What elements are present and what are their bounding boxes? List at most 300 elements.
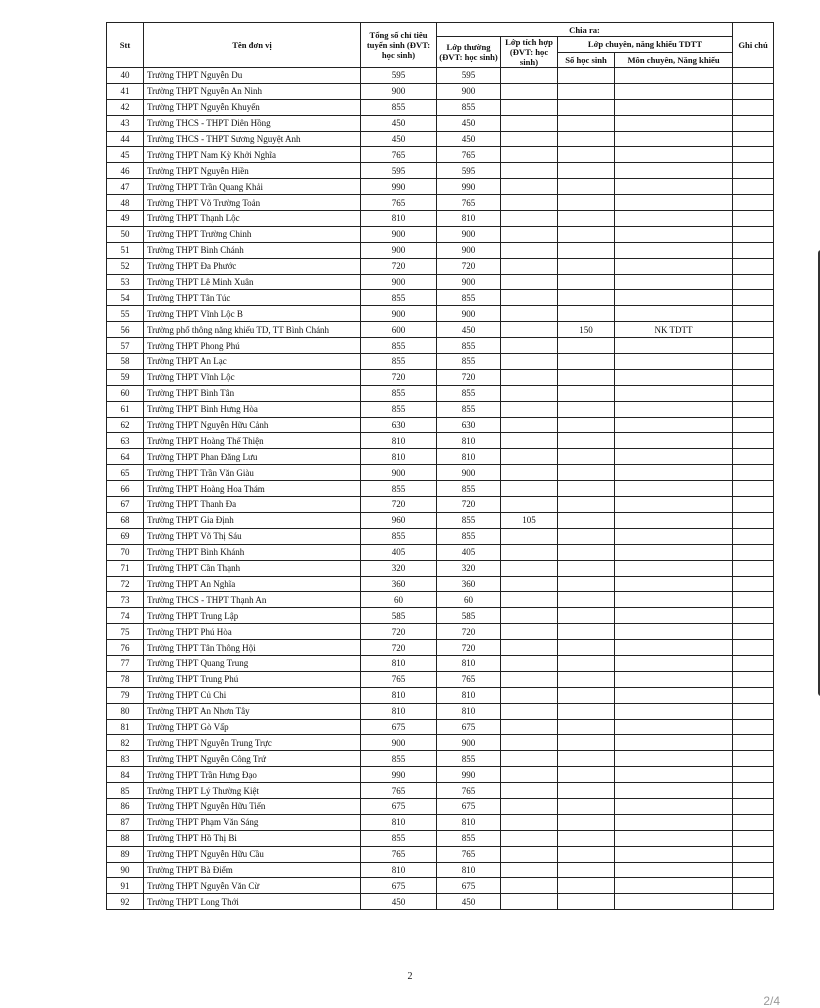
cell-name: Trường THPT Trần Hưng Đạo xyxy=(144,767,361,783)
cell-regular: 720 xyxy=(437,624,501,640)
cell-integrated xyxy=(501,433,558,449)
cell-regular: 675 xyxy=(437,798,501,814)
cell-regular: 810 xyxy=(437,862,501,878)
cell-stt: 89 xyxy=(107,846,144,862)
cell-subject xyxy=(615,179,733,195)
cell-name: Trường THPT Củ Chi xyxy=(144,687,361,703)
cell-stt: 43 xyxy=(107,115,144,131)
cell-total: 900 xyxy=(361,226,437,242)
cell-stt: 90 xyxy=(107,862,144,878)
cell-regular: 855 xyxy=(437,830,501,846)
cell-name: Trường THPT Vĩnh Lộc xyxy=(144,369,361,385)
cell-subject xyxy=(615,894,733,910)
cell-students xyxy=(558,497,615,513)
table-row xyxy=(107,544,774,560)
cell-name: Trường THPT Trần Văn Giàu xyxy=(144,465,361,481)
cell-total: 855 xyxy=(361,338,437,354)
cell-integrated xyxy=(501,131,558,147)
cell-stt: 61 xyxy=(107,401,144,417)
cell-subject xyxy=(615,369,733,385)
cell-note xyxy=(733,179,774,195)
cell-name: Trường THPT Thanh Đa xyxy=(144,497,361,513)
cell-note xyxy=(733,703,774,719)
table-row xyxy=(107,671,774,687)
cell-note xyxy=(733,608,774,624)
cell-subject xyxy=(615,306,733,322)
cell-stt: 50 xyxy=(107,226,144,242)
cell-name: Trường THPT Lê Minh Xuân xyxy=(144,274,361,290)
cell-regular: 450 xyxy=(437,131,501,147)
cell-integrated xyxy=(501,846,558,862)
cell-total: 675 xyxy=(361,878,437,894)
cell-subject xyxy=(615,560,733,576)
cell-name: Trường THPT Long Thới xyxy=(144,894,361,910)
cell-subject xyxy=(615,703,733,719)
cell-integrated xyxy=(501,640,558,656)
cell-total: 600 xyxy=(361,322,437,338)
cell-stt: 59 xyxy=(107,369,144,385)
cell-integrated xyxy=(501,449,558,465)
cell-total: 675 xyxy=(361,719,437,735)
cell-integrated xyxy=(501,783,558,799)
cell-integrated xyxy=(501,576,558,592)
cell-integrated xyxy=(501,322,558,338)
cell-total: 810 xyxy=(361,687,437,703)
cell-stt: 42 xyxy=(107,99,144,115)
cell-integrated xyxy=(501,68,558,84)
table-row xyxy=(107,862,774,878)
cell-integrated xyxy=(501,767,558,783)
table-row xyxy=(107,131,774,147)
cell-stt: 68 xyxy=(107,512,144,528)
cell-total: 720 xyxy=(361,624,437,640)
cell-subject xyxy=(615,655,733,671)
cell-stt: 84 xyxy=(107,767,144,783)
cell-name: Trường THPT Võ Trường Toản xyxy=(144,195,361,211)
cell-name: Trường THPT Võ Thị Sáu xyxy=(144,528,361,544)
table-row xyxy=(107,274,774,290)
cell-note xyxy=(733,719,774,735)
cell-regular: 630 xyxy=(437,417,501,433)
table-row xyxy=(107,115,774,131)
page-indicator: 2/4 xyxy=(763,994,780,1008)
cell-subject xyxy=(615,751,733,767)
cell-subject xyxy=(615,433,733,449)
cell-students xyxy=(558,512,615,528)
cell-regular: 810 xyxy=(437,655,501,671)
table-row xyxy=(107,640,774,656)
cell-subject xyxy=(615,195,733,211)
cell-stt: 63 xyxy=(107,433,144,449)
cell-subject xyxy=(615,798,733,814)
table-row xyxy=(107,290,774,306)
cell-regular: 900 xyxy=(437,465,501,481)
cell-stt: 85 xyxy=(107,783,144,799)
table-row xyxy=(107,481,774,497)
cell-students xyxy=(558,751,615,767)
cell-students xyxy=(558,417,615,433)
cell-subject xyxy=(615,68,733,84)
cell-total: 900 xyxy=(361,735,437,751)
cell-total: 855 xyxy=(361,385,437,401)
cell-integrated xyxy=(501,179,558,195)
cell-students xyxy=(558,814,615,830)
cell-note xyxy=(733,274,774,290)
cell-subject xyxy=(615,671,733,687)
table-row xyxy=(107,608,774,624)
cell-regular: 900 xyxy=(437,306,501,322)
table-row xyxy=(107,401,774,417)
cell-integrated xyxy=(501,894,558,910)
cell-integrated xyxy=(501,751,558,767)
cell-students xyxy=(558,449,615,465)
cell-subject xyxy=(615,608,733,624)
cell-students xyxy=(558,544,615,560)
cell-students xyxy=(558,131,615,147)
cell-total: 810 xyxy=(361,449,437,465)
cell-integrated xyxy=(501,211,558,227)
table-row xyxy=(107,465,774,481)
cell-integrated xyxy=(501,354,558,370)
cell-stt: 44 xyxy=(107,131,144,147)
cell-name: Trường THPT Thạnh Lộc xyxy=(144,211,361,227)
cell-note xyxy=(733,354,774,370)
cell-note xyxy=(733,68,774,84)
cell-integrated xyxy=(501,258,558,274)
cell-note xyxy=(733,322,774,338)
table-row xyxy=(107,83,774,99)
cell-name: Trường THPT Nguyễn Hiền xyxy=(144,163,361,179)
cell-regular: 855 xyxy=(437,290,501,306)
cell-total: 855 xyxy=(361,401,437,417)
cell-integrated xyxy=(501,306,558,322)
cell-note xyxy=(733,115,774,131)
cell-note xyxy=(733,465,774,481)
cell-total: 720 xyxy=(361,369,437,385)
cell-total: 765 xyxy=(361,195,437,211)
cell-integrated xyxy=(501,385,558,401)
cell-subject xyxy=(615,147,733,163)
table-body xyxy=(107,68,774,910)
cell-regular: 595 xyxy=(437,163,501,179)
cell-integrated xyxy=(501,814,558,830)
table-row xyxy=(107,385,774,401)
cell-stt: 75 xyxy=(107,624,144,640)
cell-subject xyxy=(615,258,733,274)
cell-regular: 855 xyxy=(437,481,501,497)
cell-subject xyxy=(615,417,733,433)
cell-note xyxy=(733,544,774,560)
cell-students xyxy=(558,783,615,799)
table-row xyxy=(107,354,774,370)
header-students: Số học sinh xyxy=(558,52,615,68)
cell-students xyxy=(558,242,615,258)
cell-subject xyxy=(615,211,733,227)
table-row xyxy=(107,322,774,338)
cell-total: 900 xyxy=(361,83,437,99)
cell-name: Trường THPT Bình Khánh xyxy=(144,544,361,560)
cell-integrated xyxy=(501,226,558,242)
cell-total: 810 xyxy=(361,655,437,671)
cell-note xyxy=(733,814,774,830)
cell-integrated xyxy=(501,798,558,814)
cell-students xyxy=(558,354,615,370)
cell-name: Trường THPT Tân Thông Hội xyxy=(144,640,361,656)
cell-name: Trường THPT Gò Vấp xyxy=(144,719,361,735)
table-row xyxy=(107,846,774,862)
cell-students xyxy=(558,655,615,671)
cell-name: Trường THCS - THPT Thạnh An xyxy=(144,592,361,608)
cell-stt: 51 xyxy=(107,242,144,258)
cell-integrated xyxy=(501,560,558,576)
cell-stt: 72 xyxy=(107,576,144,592)
cell-integrated xyxy=(501,497,558,513)
cell-total: 810 xyxy=(361,862,437,878)
cell-stt: 91 xyxy=(107,878,144,894)
cell-name: Trường THPT Phạm Văn Sáng xyxy=(144,814,361,830)
cell-name: Trường THPT Hoàng Thế Thiện xyxy=(144,433,361,449)
table-row xyxy=(107,528,774,544)
cell-stt: 57 xyxy=(107,338,144,354)
cell-subject xyxy=(615,131,733,147)
cell-regular: 990 xyxy=(437,767,501,783)
cell-integrated xyxy=(501,99,558,115)
cell-regular: 405 xyxy=(437,544,501,560)
header-subject: Môn chuyên, Năng khiếu xyxy=(615,52,733,68)
cell-integrated xyxy=(501,878,558,894)
table-row xyxy=(107,894,774,910)
cell-regular: 720 xyxy=(437,640,501,656)
cell-name: Trường phổ thông năng khiếu TD, TT Bình Chánh xyxy=(144,322,361,338)
cell-subject xyxy=(615,354,733,370)
cell-stt: 76 xyxy=(107,640,144,656)
cell-subject xyxy=(615,481,733,497)
cell-students: 150 xyxy=(558,322,615,338)
cell-note xyxy=(733,497,774,513)
cell-students xyxy=(558,560,615,576)
cell-regular: 855 xyxy=(437,401,501,417)
cell-total: 765 xyxy=(361,846,437,862)
document-page xyxy=(106,22,773,910)
cell-total: 855 xyxy=(361,481,437,497)
cell-total: 990 xyxy=(361,179,437,195)
cell-name: Trường THPT Bình Chánh xyxy=(144,242,361,258)
cell-stt: 69 xyxy=(107,528,144,544)
cell-students xyxy=(558,290,615,306)
cell-students xyxy=(558,798,615,814)
cell-name: Trường THPT Nguyễn Khuyến xyxy=(144,99,361,115)
table-row xyxy=(107,798,774,814)
cell-stt: 65 xyxy=(107,465,144,481)
cell-regular: 990 xyxy=(437,179,501,195)
cell-name: Trường THPT Đa Phước xyxy=(144,258,361,274)
cell-stt: 45 xyxy=(107,147,144,163)
cell-subject xyxy=(615,528,733,544)
cell-stt: 52 xyxy=(107,258,144,274)
table-row xyxy=(107,338,774,354)
table-row xyxy=(107,226,774,242)
cell-integrated xyxy=(501,242,558,258)
cell-total: 595 xyxy=(361,163,437,179)
cell-name: Trường THPT Phan Đăng Lưu xyxy=(144,449,361,465)
cell-total: 900 xyxy=(361,306,437,322)
cell-regular: 720 xyxy=(437,369,501,385)
cell-note xyxy=(733,290,774,306)
cell-total: 720 xyxy=(361,497,437,513)
cell-note xyxy=(733,894,774,910)
cell-name: Trường THPT Bà Điểm xyxy=(144,862,361,878)
cell-note xyxy=(733,242,774,258)
cell-students xyxy=(558,894,615,910)
cell-integrated xyxy=(501,703,558,719)
cell-stt: 60 xyxy=(107,385,144,401)
table-row xyxy=(107,512,774,528)
cell-note xyxy=(733,433,774,449)
cell-students xyxy=(558,258,615,274)
cell-subject xyxy=(615,449,733,465)
cell-students xyxy=(558,115,615,131)
cell-name: Trường THPT Trung Lập xyxy=(144,608,361,624)
cell-regular: 810 xyxy=(437,687,501,703)
cell-subject xyxy=(615,497,733,513)
cell-regular: 450 xyxy=(437,894,501,910)
cell-total: 720 xyxy=(361,258,437,274)
cell-total: 900 xyxy=(361,242,437,258)
cell-name: Trường THPT Trần Quang Khải xyxy=(144,179,361,195)
cell-regular: 585 xyxy=(437,608,501,624)
cell-integrated xyxy=(501,624,558,640)
cell-stt: 55 xyxy=(107,306,144,322)
cell-students xyxy=(558,576,615,592)
cell-stt: 56 xyxy=(107,322,144,338)
table-row xyxy=(107,592,774,608)
cell-integrated xyxy=(501,862,558,878)
cell-integrated xyxy=(501,592,558,608)
cell-note xyxy=(733,576,774,592)
cell-integrated xyxy=(501,735,558,751)
table-row xyxy=(107,576,774,592)
cell-students xyxy=(558,640,615,656)
cell-note xyxy=(733,640,774,656)
cell-regular: 450 xyxy=(437,322,501,338)
cell-total: 765 xyxy=(361,783,437,799)
cell-students xyxy=(558,211,615,227)
cell-total: 810 xyxy=(361,433,437,449)
cell-stt: 74 xyxy=(107,608,144,624)
cell-regular: 765 xyxy=(437,147,501,163)
cell-subject xyxy=(615,465,733,481)
cell-name: Trường THPT Bình Tân xyxy=(144,385,361,401)
cell-stt: 46 xyxy=(107,163,144,179)
cell-note xyxy=(733,449,774,465)
cell-integrated xyxy=(501,147,558,163)
cell-subject xyxy=(615,290,733,306)
cell-subject xyxy=(615,242,733,258)
cell-regular: 765 xyxy=(437,671,501,687)
cell-name: Trường THPT Vĩnh Lộc B xyxy=(144,306,361,322)
cell-note xyxy=(733,655,774,671)
header-name: Tên đơn vị xyxy=(144,23,361,68)
cell-note xyxy=(733,481,774,497)
cell-total: 360 xyxy=(361,576,437,592)
cell-students xyxy=(558,830,615,846)
cell-students xyxy=(558,163,615,179)
cell-students xyxy=(558,83,615,99)
cell-stt: 73 xyxy=(107,592,144,608)
cell-stt: 54 xyxy=(107,290,144,306)
cell-note xyxy=(733,767,774,783)
cell-note xyxy=(733,528,774,544)
cell-note xyxy=(733,783,774,799)
table-row xyxy=(107,703,774,719)
cell-regular: 810 xyxy=(437,433,501,449)
cell-subject xyxy=(615,783,733,799)
cell-stt: 86 xyxy=(107,798,144,814)
cell-students xyxy=(558,465,615,481)
cell-students xyxy=(558,624,615,640)
cell-integrated xyxy=(501,465,558,481)
cell-students xyxy=(558,735,615,751)
cell-total: 60 xyxy=(361,592,437,608)
table-row xyxy=(107,735,774,751)
cell-integrated xyxy=(501,163,558,179)
cell-subject xyxy=(615,878,733,894)
cell-name: Trường THPT Nguyễn Du xyxy=(144,68,361,84)
cell-subject xyxy=(615,687,733,703)
cell-students xyxy=(558,862,615,878)
cell-regular: 855 xyxy=(437,385,501,401)
cell-note xyxy=(733,735,774,751)
cell-total: 765 xyxy=(361,147,437,163)
cell-stt: 67 xyxy=(107,497,144,513)
table-row xyxy=(107,560,774,576)
cell-subject xyxy=(615,512,733,528)
cell-regular: 765 xyxy=(437,783,501,799)
cell-total: 900 xyxy=(361,465,437,481)
cell-subject xyxy=(615,274,733,290)
cell-note xyxy=(733,830,774,846)
cell-stt: 58 xyxy=(107,354,144,370)
cell-regular: 765 xyxy=(437,846,501,862)
cell-integrated xyxy=(501,719,558,735)
cell-total: 810 xyxy=(361,211,437,227)
cell-total: 585 xyxy=(361,608,437,624)
table-row xyxy=(107,814,774,830)
cell-total: 810 xyxy=(361,703,437,719)
cell-subject xyxy=(615,385,733,401)
cell-name: Trường THPT Phú Hòa xyxy=(144,624,361,640)
cell-integrated xyxy=(501,830,558,846)
cell-integrated xyxy=(501,655,558,671)
cell-note xyxy=(733,226,774,242)
cell-students xyxy=(558,179,615,195)
cell-total: 855 xyxy=(361,751,437,767)
cell-regular: 855 xyxy=(437,528,501,544)
cell-students xyxy=(558,687,615,703)
cell-stt: 80 xyxy=(107,703,144,719)
cell-stt: 78 xyxy=(107,671,144,687)
cell-regular: 320 xyxy=(437,560,501,576)
cell-note xyxy=(733,846,774,862)
cell-students xyxy=(558,878,615,894)
cell-integrated xyxy=(501,83,558,99)
cell-note xyxy=(733,369,774,385)
cell-students xyxy=(558,592,615,608)
cell-note xyxy=(733,624,774,640)
cell-regular: 855 xyxy=(437,751,501,767)
cell-regular: 720 xyxy=(437,497,501,513)
cell-subject xyxy=(615,115,733,131)
